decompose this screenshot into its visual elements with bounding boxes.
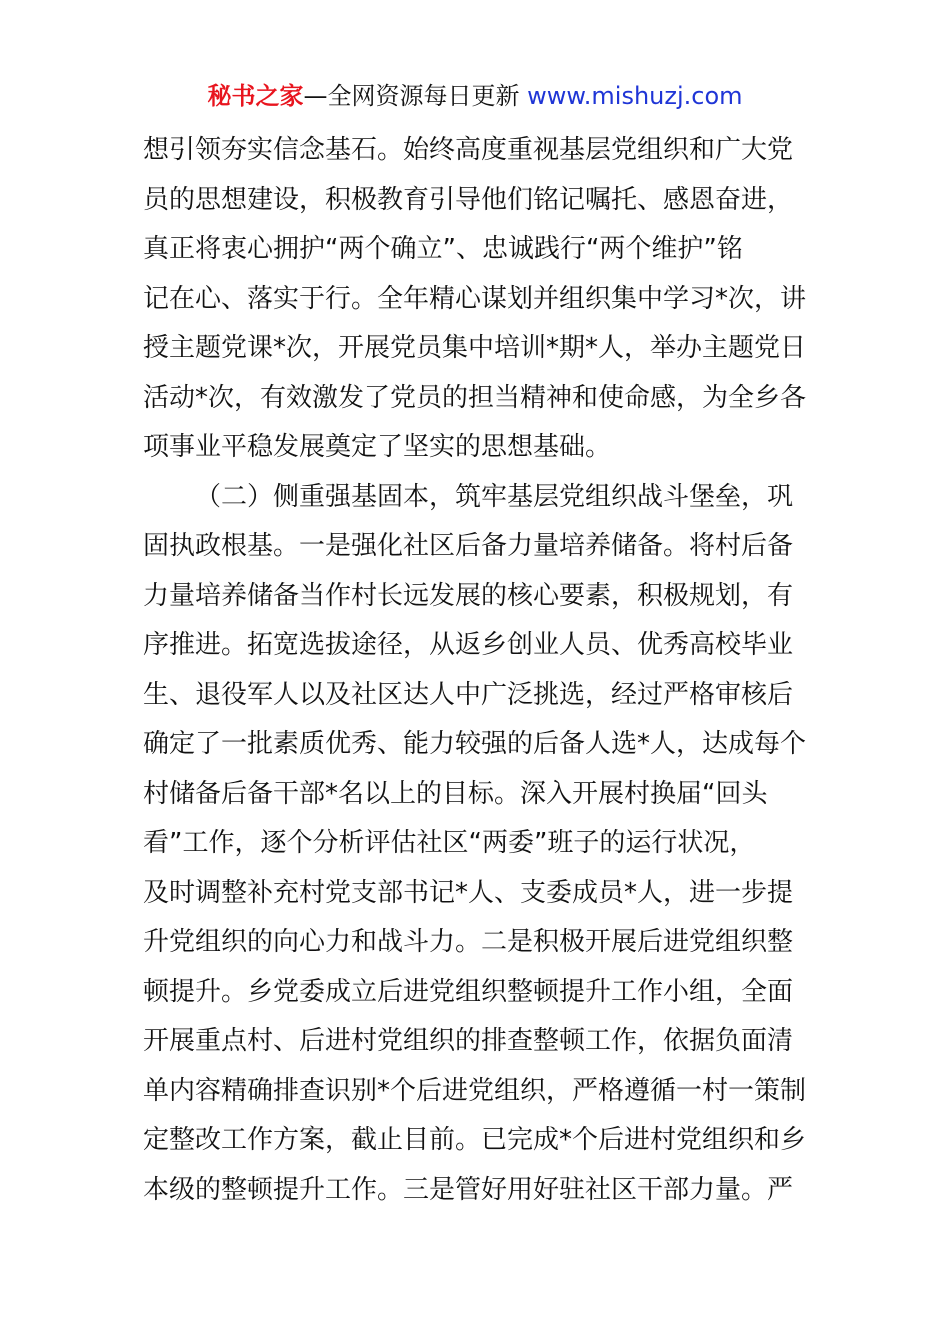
text-line: 定整改工作方案，截止目前。已完成*个后进村党组织和乡 xyxy=(143,1125,807,1155)
text-line: 单内容精确排查识别*个后进党组织，严格遵循一村一策制 xyxy=(143,1075,807,1106)
text-line: 开展重点村、后进村党组织的排查整顿工作，依据负面清 xyxy=(143,1026,794,1056)
text-line: 序推进。拓宽选拔途径，从返乡创业人员、优秀高校毕业 xyxy=(143,630,794,660)
text-line: 及时调整补充村党支部书记*人、支委成员*人，进一步提 xyxy=(143,877,794,908)
text-line: 升党组织的向心力和战斗力。二是积极开展后进党组织整 xyxy=(143,927,794,957)
text-line: 员的思想建设，积极教育引导他们铭记嘱托、感恩奋进， xyxy=(143,184,794,215)
header-tagline: —全网资源每日更新 xyxy=(303,82,528,110)
document-body xyxy=(143,126,813,1215)
section-heading-line: （二）侧重强基固本，筑牢基层党组织战斗堡垒，巩 xyxy=(195,481,794,512)
text-line: 生、退役军人以及社区达人中广泛挑选，经过严格审核后 xyxy=(143,679,794,710)
brand-name: 秘书之家 xyxy=(207,82,304,110)
text-line: 看”工作，逐个分析评估社区“两委”班子的运行状况， xyxy=(143,828,756,858)
text-line: 活动*次，有效激发了党员的担当精神和使命感，为全乡各 xyxy=(143,382,807,413)
text-line: 固执政根基。一是强化社区后备力量培养储备。将村后备 xyxy=(143,531,794,561)
text-line: 力量培养储备当作村长远发展的核心要素，积极规划，有 xyxy=(143,580,794,611)
text-line: 记在心、落实于行。全年精心谋划并组织集中学习*次，讲 xyxy=(143,283,807,314)
text-line: 顿提升。乡党委成立后进党组织整顿提升工作小组，全面 xyxy=(143,976,794,1007)
header-url[interactable]: www.mishuzj.com xyxy=(527,82,743,110)
page-header xyxy=(0,78,950,114)
text-line: 项事业平稳发展奠定了坚实的思想基础。 xyxy=(143,432,612,462)
text-line: 真正将衷心拥护“两个确立”、忠诚践行“两个维护”铭 xyxy=(143,234,743,264)
text-line: 本级的整顿提升工作。三是管好用好驻社区干部力量。严 xyxy=(143,1174,794,1205)
text-line: 想引领夯实信念基石。始终高度重视基层党组织和广大党 xyxy=(143,135,794,165)
text-line: 授主题党课*次，开展党员集中培训*期*人，举办主题党日 xyxy=(143,333,807,363)
text-line: 确定了一批素质优秀、能力较强的后备人选*人，达成每个 xyxy=(143,729,807,759)
text-line: 村储备后备干部*名以上的目标。深入开展村换届“回头 xyxy=(143,778,768,809)
